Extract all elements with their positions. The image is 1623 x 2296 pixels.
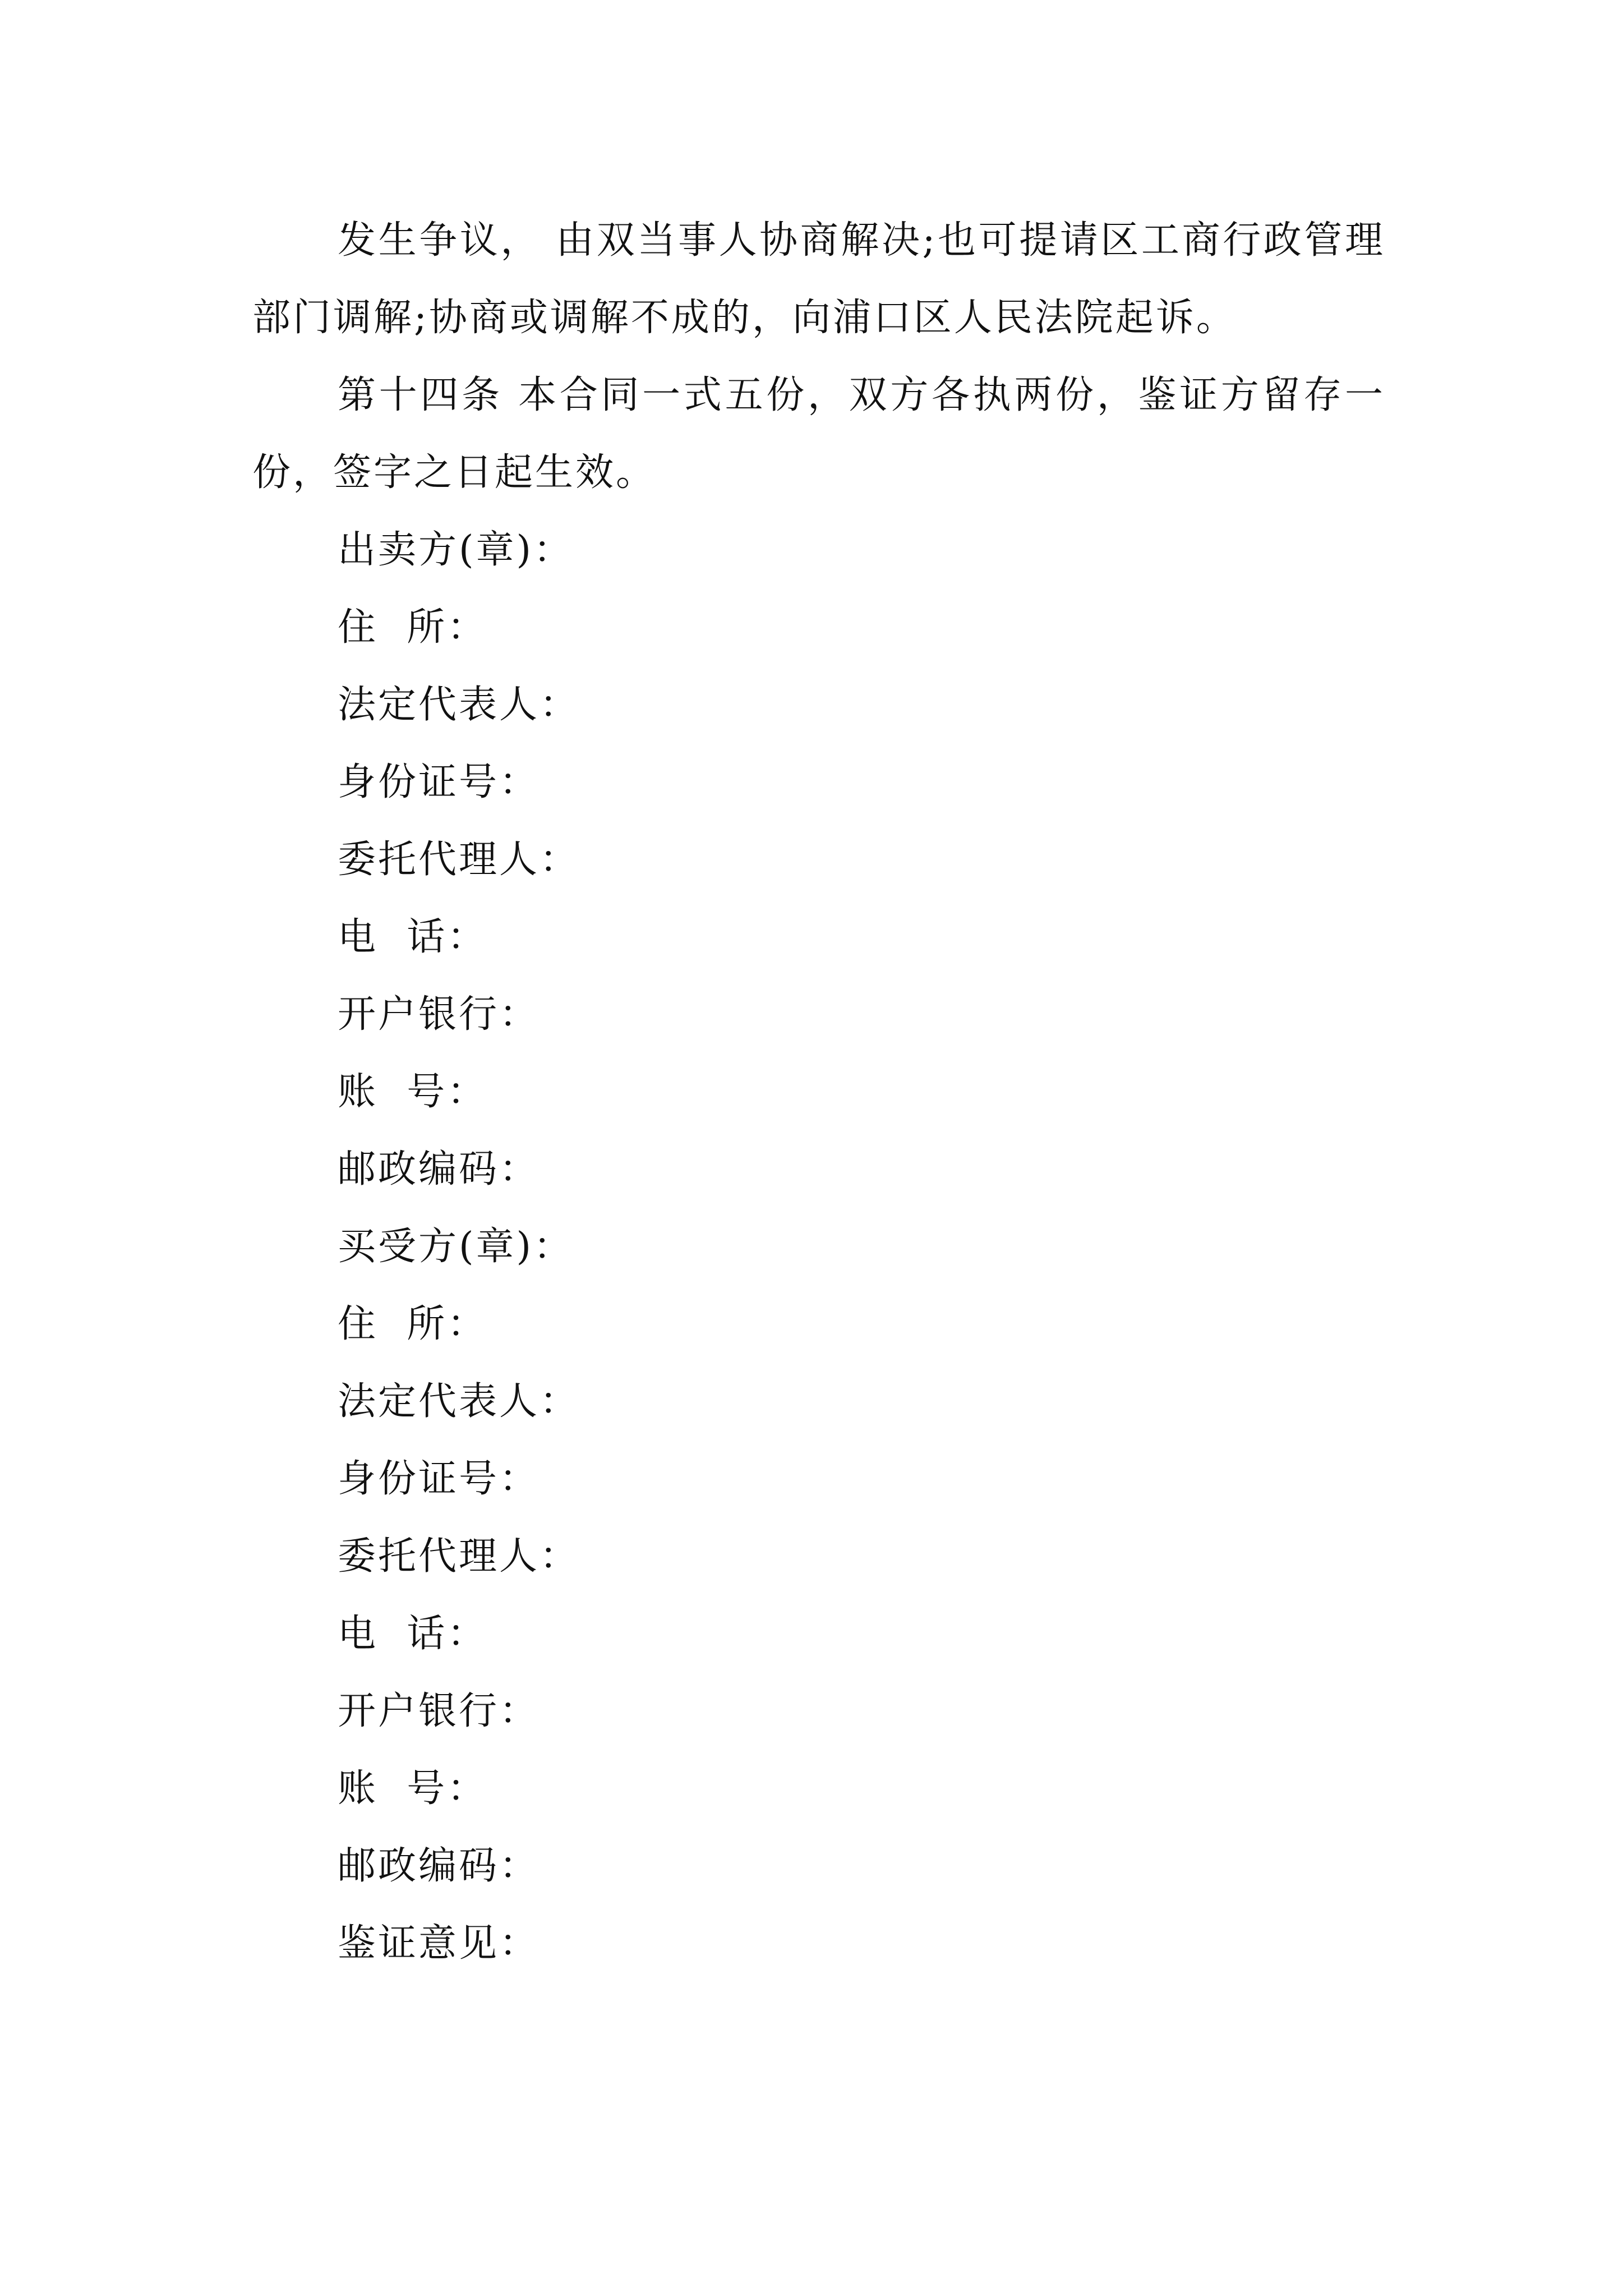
buyer-bank-label: 开户银行：: [338, 1689, 540, 1733]
seller-id-number-label: 身份证号：: [338, 760, 540, 804]
seller-account-label: 账 号：: [338, 1070, 488, 1114]
seller-section: [252, 512, 1385, 1208]
buyer-id-number-label: 身份证号：: [338, 1457, 540, 1501]
seller-address-label: 住 所：: [338, 605, 488, 650]
seller-postcode-label: 邮政编码：: [338, 1147, 540, 1191]
buyer-phone-label: 电 话：: [338, 1612, 488, 1656]
buyer-address-label: 住 所：: [338, 1302, 488, 1346]
attestation-section: [252, 1905, 1385, 1982]
seller-agent-label: 委托代理人：: [338, 838, 580, 882]
buyer-account-label: 账 号：: [338, 1766, 488, 1811]
buyer-section: [252, 1208, 1385, 1905]
seller-bank-label: 开户银行：: [338, 992, 540, 1037]
buyer-legal-rep-label: 法定代表人：: [338, 1379, 580, 1424]
seller-phone-label: 电 话：: [338, 915, 488, 959]
dispute-clause-paragraph: 发生争议， 由双当事人协商解决;也可提请区工商行政管理部门调解;协商或调解不成的，向浦口区人民法院起诉。: [252, 218, 1385, 340]
article-14-paragraph: 第十四条 本合同一式五份，双方各执两份，鉴证方留存一份，签字之日起生效。: [252, 373, 1385, 495]
buyer-title: 买受方(章)：: [338, 1225, 574, 1269]
attestation-opinion-label: 鉴证意见：: [338, 1921, 540, 1966]
seller-legal-rep-label: 法定代表人：: [338, 683, 580, 727]
buyer-postcode-label: 邮政编码：: [338, 1844, 540, 1888]
seller-title: 出卖方(章)：: [338, 528, 574, 572]
document-page: [252, 202, 1385, 1982]
buyer-agent-label: 委托代理人：: [338, 1534, 580, 1579]
